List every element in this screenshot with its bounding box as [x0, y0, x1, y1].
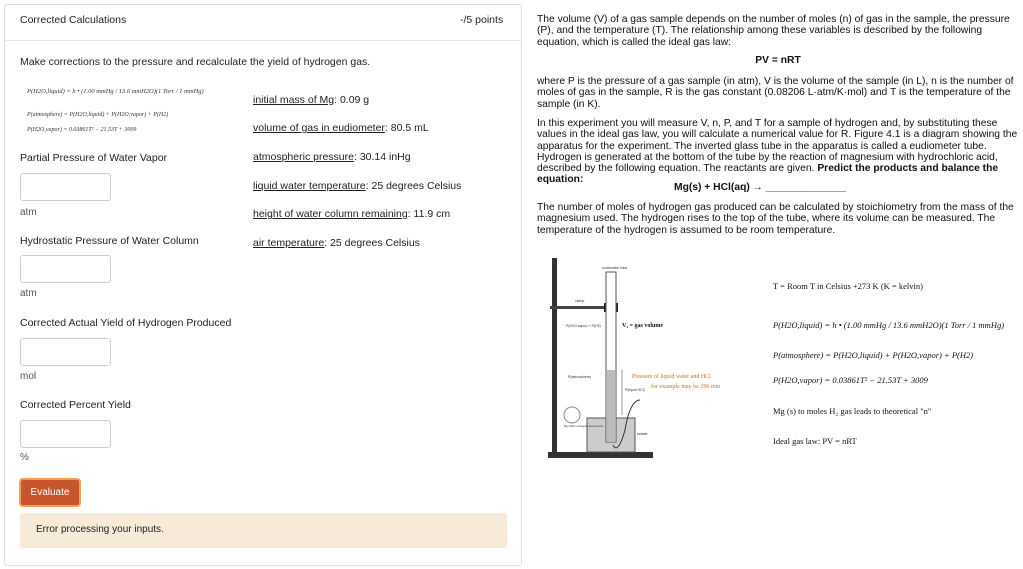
instructions: Make corrections to the pressure and recalculate the yield of hydrogen gas. — [20, 56, 371, 68]
given-volume: volume of gas in eudiometer: 80.5 mL — [253, 122, 429, 134]
svg-text:clamp: clamp — [575, 299, 585, 303]
ref-where: where P is the pressure of a gas sample (in atm), V is the volume of the sample (in L), n is the number of moles of gas in the sample, R is the gas constant (0.08206 L·atm/K·mol) and T is the temperature of the sample (in K). — [537, 76, 1014, 110]
ref-experiment: In this experiment you will measure V, n, P, and T for a sample of hydrogen and, by substituting these values in the ideal gas law, you will calculate a numerical value for R. Figure 4.1 is a diagram showing the apparatus for the experiment. The inverted glass tube in the apparatus is called a eudiometer tube. Hydrogen is generated at the bottom of the tube by the reaction of magnesium with hydrochloric acid, described by the following equation. The reactants are given. Predict the products and balance the equation: — [537, 118, 1018, 186]
formula-kelvin: T = Room T in Celsius +273 K (K = kelvin) — [773, 281, 923, 291]
given-mass-mg: initial mass of Mg: 0.09 g — [253, 94, 370, 106]
svg-text:V₁ = gas volume: V₁ = gas volume — [622, 323, 664, 329]
points-label: -/5 points — [460, 14, 504, 26]
mg-ribbon-icon — [564, 407, 580, 423]
svg-text:P(H2O vapor) + P(H2): P(H2O vapor) + P(H2) — [566, 324, 601, 328]
apparatus-diagram — [530, 250, 770, 465]
ref-eq-ideal-gas: PV = nRT — [755, 55, 801, 66]
panel-title: Corrected Calculations — [20, 14, 127, 26]
ref-eq-reaction: Mg(s) + HCl(aq) → ______________ — [674, 182, 846, 193]
svg-text:P(liquid HCl): P(liquid HCl) — [625, 388, 645, 392]
q3-unit: mol — [20, 371, 37, 382]
svg-text:Mg ribbon wrapped around wire: Mg ribbon wrapped around wire — [564, 424, 604, 428]
percent-yield-input[interactable] — [20, 420, 111, 448]
liquid-column — [607, 370, 615, 442]
formula-ideal-gas: Ideal gas law: PV = nRT — [773, 436, 857, 446]
formula-vapor-small: P(H2O,vapor) = 0.03861T² − 21.53T + 3009 — [27, 127, 137, 133]
q1-unit: atm — [20, 207, 37, 218]
q2-unit: atm — [20, 288, 37, 299]
ring-stand-rod — [552, 258, 557, 455]
given-liquid-temp: liquid water temperature: 25 degrees Celsius — [253, 180, 462, 192]
ref-moles: The number of moles of hydrogen gas produced can be calculated by stoichiometry from the mass of the magnesium used. The hydrogen rises to the top of the tube, where its volume can be measured. The temperature of the hydrogen is assumed to be room temperature. — [537, 202, 1014, 236]
svg-text:Pressure of liquid water and H: Pressure of liquid water and HCl — [632, 374, 711, 380]
given-air-temp: air temperature: 25 degrees Celsius — [253, 237, 420, 249]
hydrostatic-pressure-input[interactable] — [20, 255, 111, 283]
svg-text:for example may be 296 mm: for example may be 296 mm — [651, 384, 721, 390]
svg-text:P(atmosphere): P(atmosphere) — [568, 375, 592, 379]
q4-unit: % — [20, 452, 29, 463]
svg-text:eudiometer tube: eudiometer tube — [602, 266, 628, 270]
evaluate-button[interactable]: Evaluate — [19, 478, 81, 507]
q4-label: Corrected Percent Yield — [20, 399, 131, 411]
given-column-height: height of water column remaining: 11.9 cm — [253, 208, 451, 220]
q1-label: Partial Pressure of Water Vapor — [20, 152, 168, 164]
formula-mg-moles: Mg (s) to moles H₂ gas leads to theoretical "n" — [773, 406, 932, 416]
formula-atm-small: P(atmosphere) = P(H2O,liquid) + P(H2O,vapor) + P(H2) — [27, 112, 169, 118]
formula-liquid-small: P(H2O,liquid) = h • (1.00 mmHg / 13.6 mmH2O)(1 Torr / 1 mmHg) — [27, 88, 204, 95]
water-vapor-pressure-input[interactable] — [20, 173, 111, 201]
error-message: Error processing your inputs. — [20, 513, 507, 548]
svg-text:beaker: beaker — [637, 432, 648, 436]
ring-stand-base — [548, 452, 653, 458]
q2-label: Hydrostatic Pressure of Water Column — [20, 235, 199, 247]
ref-intro: The volume (V) of a gas sample depends on the number of moles (n) of gas in the sample, the pressure (P), and the temperature (T). The relationship among these variables is described by the following equation, which is called the ideal gas law: — [537, 14, 1010, 48]
header-divider — [4, 40, 522, 41]
actual-yield-input[interactable] — [20, 338, 111, 366]
q3-label: Corrected Actual Yield of Hydrogen Produced — [20, 317, 232, 329]
formula-atmosphere: P(atmosphere) = P(H2O,liquid) + P(H2O,vapor) + P(H2) — [773, 350, 974, 360]
formula-liquid: P(H2O,liquid) = h • (1.00 mmHg / 13.6 mmH2O)(1 Torr / 1 mmHg) — [773, 320, 1005, 330]
given-atm-pressure: atmospheric pressure: 30.14 inHg — [253, 151, 411, 163]
formula-vapor: P(H2O,vapor) = 0.03861T² − 21.53T + 3009 — [773, 375, 928, 385]
